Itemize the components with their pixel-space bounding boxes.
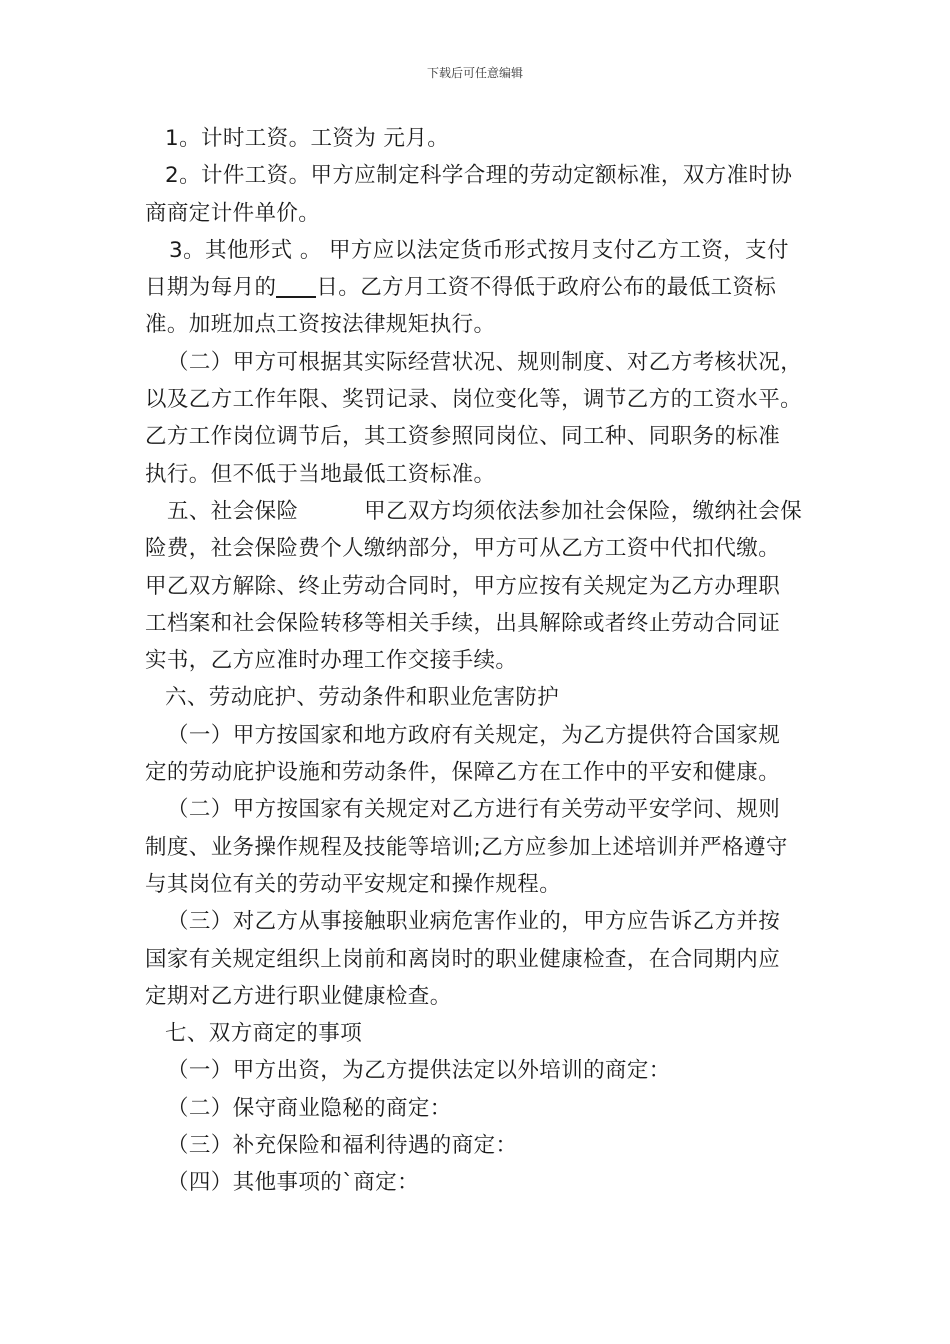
- paragraph-line: 定的劳动庇护设施和劳动条件，保障乙方在工作中的平安和健康。: [145, 760, 781, 786]
- paragraph-line: 险费，社会保险费个人缴纳部分，甲方可从乙方工资中代扣代缴。: [145, 536, 781, 562]
- paragraph-line: 制度、业务操作规程及技能等培训;乙方应参加上述培训并严格遵守: [145, 834, 788, 860]
- paragraph-line: 商商定计件单价。: [145, 200, 321, 226]
- paragraph-line: 3。其他形式 。 甲方应以法定货币形式按月支付乙方工资，支付: [169, 237, 789, 263]
- list-item: （三）补充保险和福利待遇的商定：: [167, 1133, 518, 1159]
- paragraph-line: （一）甲方按国家和地方政府有关规定，为乙方提供符合国家规: [167, 722, 781, 748]
- paragraph-line: 五、社会保险 甲乙双方均须依法参加社会保险，缴纳社会保: [167, 498, 803, 524]
- page-header: 下载后可任意编辑: [426, 66, 523, 80]
- paragraph-line: 乙方工作岗位调节后，其工资参照同岗位、同工种、同职务的标准: [145, 424, 781, 450]
- paragraph-line: 定期对乙方进行职业健康检查。: [145, 983, 452, 1009]
- list-item: （一）甲方出资，为乙方提供法定以外培训的商定：: [167, 1058, 671, 1084]
- paragraph-line: [145, 269, 815, 306]
- paragraph-line: 1。计时工资。工资为 元月。: [165, 126, 450, 151]
- paragraph-line: 2。计件工资。甲方应制定科学合理的劳动定额标准，双方准时协: [165, 163, 793, 189]
- paragraph-line: 工档案和社会保险转移等相关手续，出具解除或者终止劳动合同证: [145, 610, 781, 636]
- fill-in-blank: [276, 274, 316, 298]
- section-heading: 七、双方商定的事项: [165, 1021, 363, 1047]
- paragraph-line: 国家有关规定组织上岗前和离岗时的职业健康检查，在合同期内应: [145, 946, 781, 972]
- paragraph-line: 执行。但不低于当地最低工资标准。: [145, 461, 496, 487]
- list-item: （四）其他事项的`商定：: [167, 1170, 420, 1196]
- document-body: [145, 120, 815, 1202]
- paragraph-line: （二）甲方可根据其实际经营状况、规则制度、对乙方考核状况，: [167, 349, 803, 375]
- paragraph-line: （二）甲方按国家有关规定对乙方进行有关劳动平安学问、规则: [167, 797, 781, 823]
- paragraph-line: 甲乙双方解除、终止劳动合同时，甲方应按有关规定为乙方办理职: [145, 573, 781, 599]
- list-item: （二）保守商业隐秘的商定：: [167, 1095, 452, 1121]
- line-text: 日。乙方月工资不得低于政府公布的最低工资标: [316, 275, 777, 301]
- line-text: 日期为每月的: [145, 275, 277, 301]
- section-heading: 六、劳动庇护、劳动条件和职业危害防护: [165, 685, 560, 711]
- paragraph-line: 以及乙方工作年限、奖罚记录、岗位变化等，调节乙方的工资水平。: [145, 387, 803, 413]
- paragraph-line: 准。加班加点工资按法律规矩执行。: [145, 312, 496, 338]
- paragraph-line: 实书，乙方应准时办理工作交接手续。: [145, 648, 518, 674]
- paragraph-line: （三）对乙方从事接触职业病危害作业的，甲方应告诉乙方并按: [167, 909, 781, 935]
- paragraph-line: 与其岗位有关的劳动平安规定和操作规程。: [145, 871, 562, 897]
